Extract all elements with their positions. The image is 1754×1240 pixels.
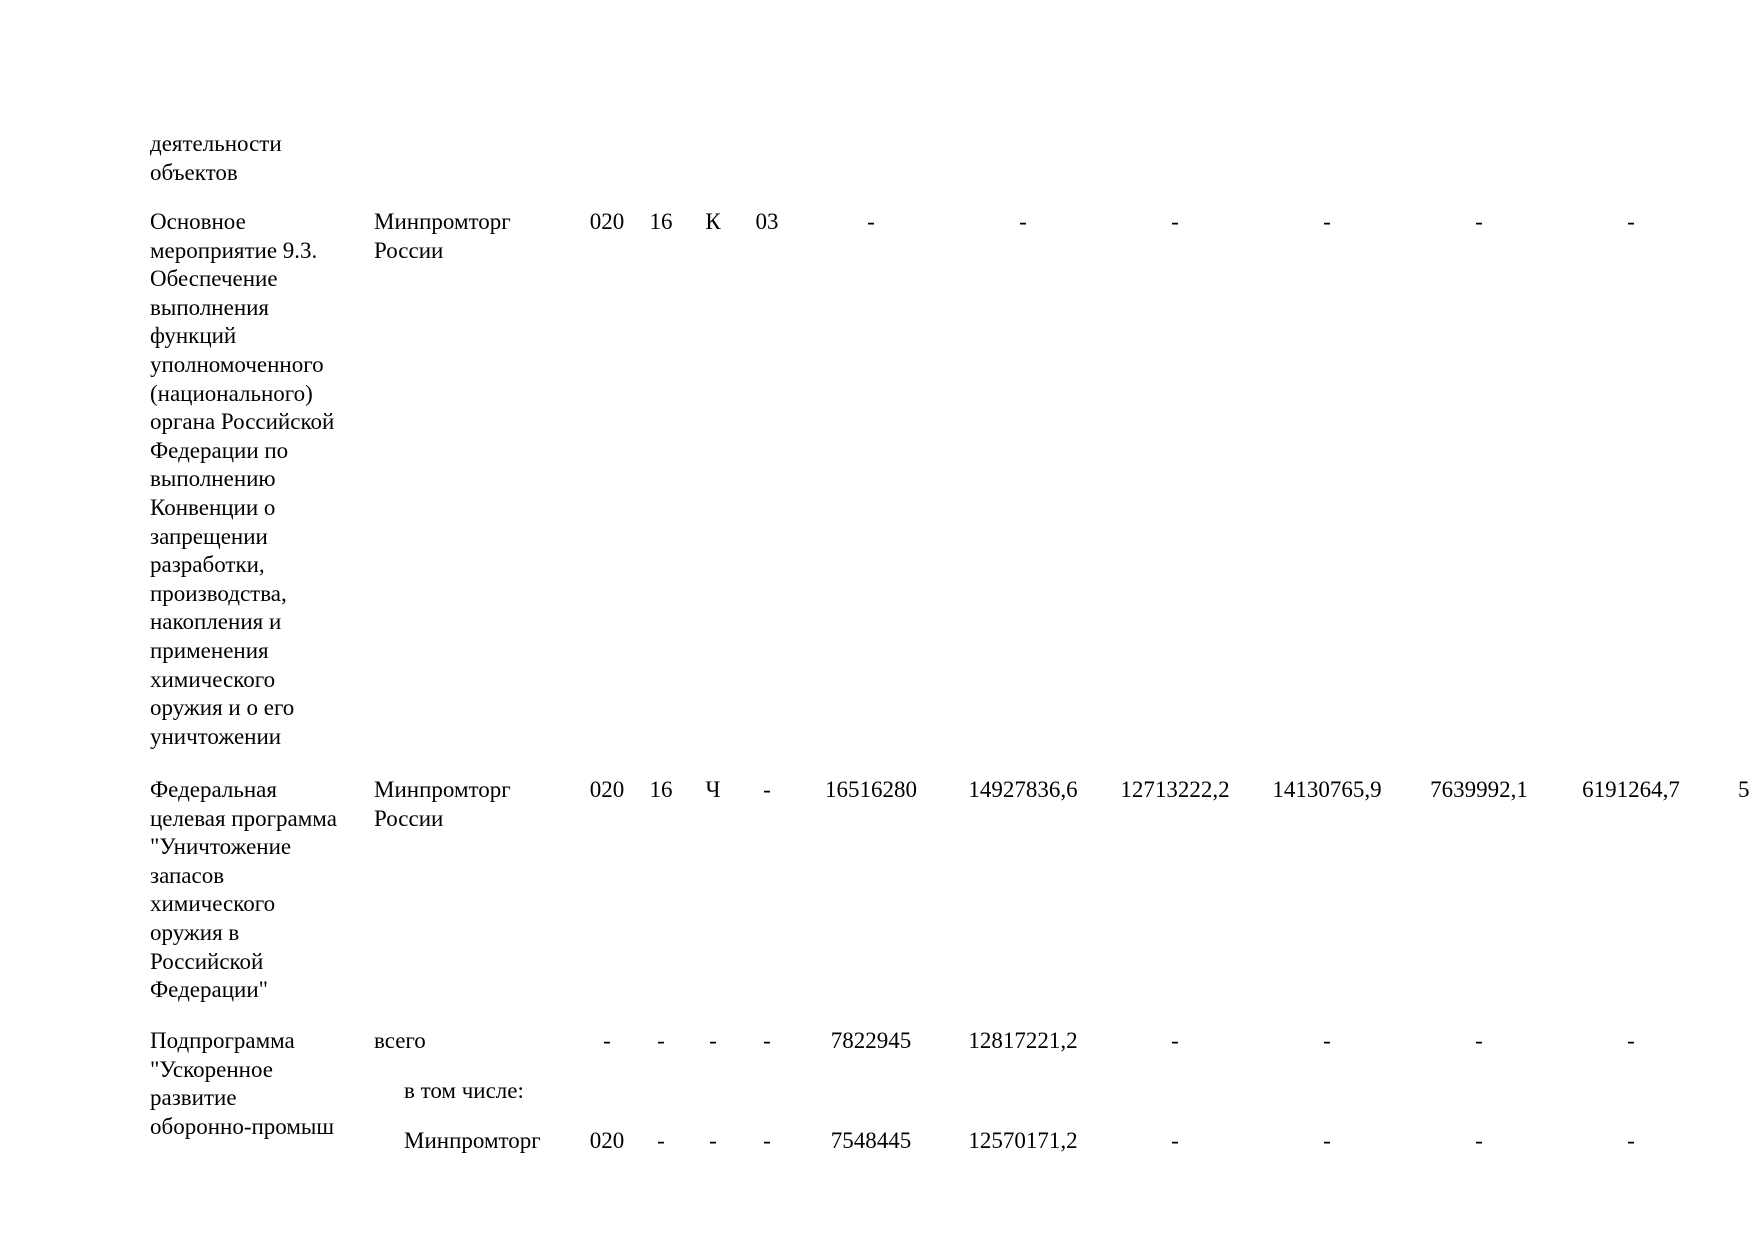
row-name: Основное мероприятие 9.3. Обеспечение выполнения функций уполномоченного (национального) органа Российской Федерации по выполнению Конвенции о запрещении разработки, производства, накопления и применения химического оружия и о его уничтожении — [150, 209, 335, 749]
value-cell: 12817221,2 — [968, 1028, 1078, 1053]
value-cell: - — [1475, 1128, 1483, 1153]
value-cell: - — [1627, 209, 1635, 234]
code-grbs: - — [603, 1028, 611, 1053]
code-grbs: 020 — [589, 777, 625, 802]
value-cell: 7639992,1 — [1430, 777, 1528, 802]
value-cell: 12713222,2 — [1120, 777, 1230, 802]
responsible-executor: всего — [374, 1028, 426, 1053]
code-pgp: К — [705, 209, 721, 234]
value-cell: - — [1627, 1028, 1635, 1053]
code-pgp: - — [709, 1128, 717, 1153]
code-gp: 16 — [649, 209, 673, 234]
value-cell: - — [1475, 1028, 1483, 1053]
code-om: - — [763, 1128, 771, 1153]
value-cell: - — [1171, 209, 1179, 234]
value-cell: 6191264,7 — [1582, 777, 1680, 802]
code-grbs: 020 — [589, 209, 625, 234]
value-cell-clipped: 5 — [1738, 777, 1750, 802]
value-cell: 12570171,2 — [968, 1128, 1078, 1153]
value-cell: - — [1323, 1128, 1331, 1153]
row-name: деятельности объектов — [150, 131, 282, 185]
value-cell: 14927836,6 — [968, 777, 1078, 802]
code-gp: - — [657, 1128, 665, 1153]
responsible-executor: Минпромторг России — [374, 209, 511, 263]
responsible-executor: Минпромторг России — [374, 777, 511, 831]
value-cell: 7548445 — [830, 1128, 912, 1153]
code-om: 03 — [755, 209, 779, 234]
value-cell: - — [1323, 209, 1331, 234]
sub-label: в том числе: — [404, 1078, 524, 1103]
value-cell: 14130765,9 — [1272, 777, 1382, 802]
code-grbs: 020 — [589, 1128, 625, 1153]
code-pgp: Ч — [705, 777, 721, 802]
value-cell: 7822945 — [830, 1028, 912, 1053]
responsible-executor: Минпромторг — [404, 1128, 541, 1153]
value-cell: 16516280 — [825, 777, 917, 802]
code-om: - — [763, 1028, 771, 1053]
value-cell: - — [1171, 1128, 1179, 1153]
value-cell: - — [1475, 209, 1483, 234]
value-cell: - — [1323, 1028, 1331, 1053]
code-pgp: - — [709, 1028, 717, 1053]
value-cell: - — [1019, 209, 1027, 234]
value-cell: - — [1171, 1028, 1179, 1053]
value-cell: - — [867, 209, 875, 234]
value-cell: - — [1627, 1128, 1635, 1153]
code-om: - — [763, 777, 771, 802]
row-name: Федеральная целевая программа "Уничтожение запасов химического оружия в Российской Федерации" — [150, 777, 337, 1003]
code-gp: - — [657, 1028, 665, 1053]
row-name: Подпрограмма "Ускоренное развитие оборонно-промыш — [150, 1028, 335, 1139]
code-gp: 16 — [649, 777, 673, 802]
